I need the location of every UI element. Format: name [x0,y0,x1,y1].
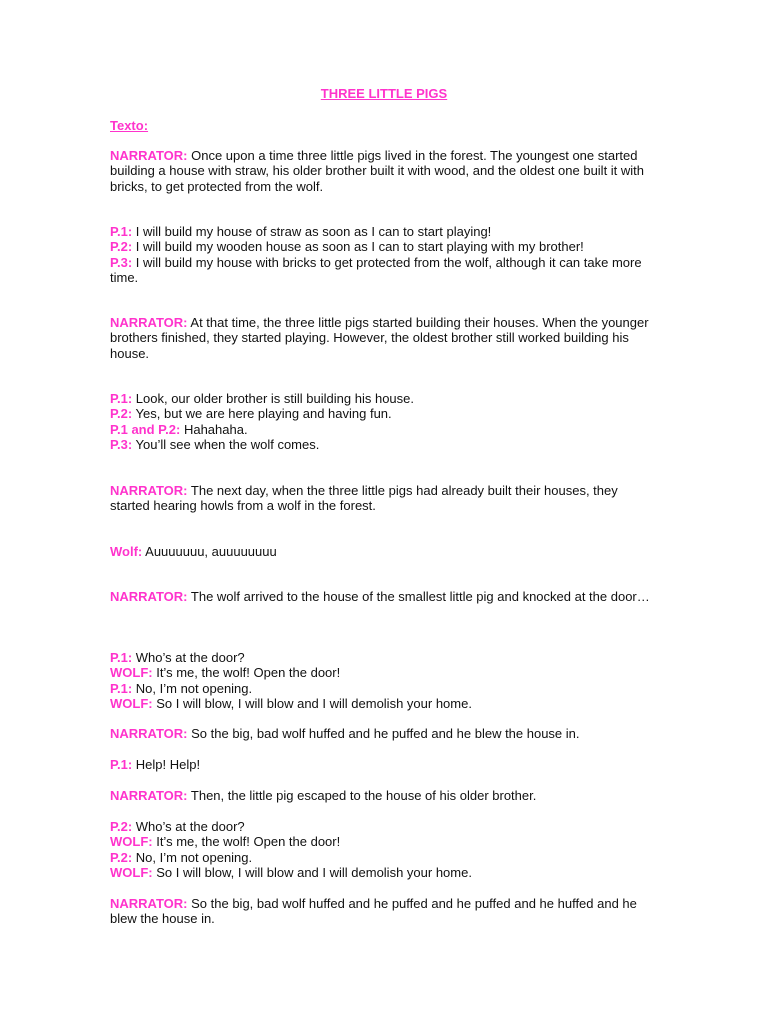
speaker-label: NARRATOR: [110,315,188,330]
line-text: No, I’m not opening. [132,680,253,696]
line-text: Help! Help! [132,757,201,772]
line-text: Who’s at the door? [132,650,245,665]
line-text: Then, the little pig escaped to the house of his older brother. [187,788,537,803]
dialogue-line [110,315,655,361]
speaker-label: P.2: [110,819,133,834]
speaker-label: WOLF: [110,834,153,850]
line-text: The next day, when the three little pigs had already built their houses, they started hearing howls from a wolf in the forest. [110,483,618,514]
paragraph [110,650,655,712]
speaker-label: WOLF: [110,696,153,712]
dialogue-line [110,224,655,239]
dialogue-line [110,896,655,927]
paragraph [110,788,655,803]
dialogue-line [110,544,655,559]
dialogue-line [110,589,655,604]
speaker-label: P.1: [110,650,133,665]
dialogue-line [110,788,655,803]
line-text: It’s me, the wolf! Open the door! [152,665,341,681]
speaker-label: NARRATOR: [110,896,188,911]
speaker-label: P.2: [110,239,133,255]
dialogue-line [110,483,655,514]
speaker-label: P.3: [110,254,133,270]
line-text: So I will blow, I will blow and I will demolish your home. [152,696,472,712]
dialogue-line [110,850,655,865]
line-text: I will build my wooden house as soon as I can to start playing with my brother! [132,239,584,255]
speaker-label: P.1 and P.2: [110,421,181,437]
line-text: I will build my house of straw as soon as I can to start playing! [132,224,492,239]
dialogue-line [110,148,655,194]
speaker-label: P.1: [110,224,133,239]
paragraph [110,896,655,927]
line-text: Hahahaha. [180,421,248,437]
section-label: Texto: [110,118,149,133]
dialogue-line [110,834,655,849]
dialogue-line [110,757,655,772]
speaker-label: NARRATOR: [110,148,188,163]
dialogue-line [110,422,655,437]
line-text: Once upon a time three little pigs lived in the forest. The youngest one started building a house with straw, his older brother built it with wood, and the oldest one built it with bricks, to get protected from the wolf. [110,148,645,194]
dialogue-line [110,650,655,665]
line-text: So the big, bad wolf huffed and he puffed and he blew the house in. [187,726,580,741]
line-text: You’ll see when the wolf comes. [132,437,320,453]
speaker-label: NARRATOR: [110,726,188,741]
speaker-label: P.2: [110,849,133,865]
line-text: Yes, but we are here playing and having fun. [132,406,392,422]
paragraph [110,544,655,559]
speaker-label: WOLF: [110,665,153,681]
line-text: I will build my house with bricks to get protected from the wolf, although it can take more time. [110,254,642,286]
paragraph [110,819,655,881]
paragraph [110,315,655,361]
speaker-label: NARRATOR: [110,589,188,604]
line-text: The wolf arrived to the house of the smallest little pig and knocked at the door… [187,589,650,604]
paragraph [110,726,655,741]
speaker-label: NARRATOR: [110,788,188,803]
dialogue-line [110,391,655,406]
paragraph [110,148,655,194]
dialogue-line [110,665,655,680]
dialogue-line [110,437,655,452]
speaker-label: P.2: [110,406,133,422]
speaker-label: Wolf: [110,544,143,559]
dialogue-line [110,819,655,834]
dialogue-line [110,681,655,696]
speaker-label: P.1: [110,680,133,696]
line-text: Look, our older brother is still building his house. [132,391,414,406]
line-text: So the big, bad wolf huffed and he puffed and he puffed and he huffed and he blew the house in. [110,896,637,927]
line-text: Auuuuuuu, auuuuuuuu [142,544,277,559]
dialogue-line [110,406,655,421]
document-title: THREE LITTLE PIGS [320,86,448,101]
paragraph [110,224,655,286]
line-text: Who’s at the door? [132,819,245,834]
line-text: So I will blow, I will blow and I will demolish your home. [152,865,472,881]
line-text: It’s me, the wolf! Open the door! [152,834,341,850]
paragraph [110,391,655,453]
speaker-label: P.1: [110,757,133,772]
speaker-label: P.1: [110,391,133,406]
dialogue-line [110,865,655,880]
dialogue-line [110,255,655,286]
speaker-label: NARRATOR: [110,483,188,498]
dialogue-line [110,726,655,741]
speaker-label: WOLF: [110,865,153,881]
speaker-label: P.3: [110,437,133,453]
dialogue-line [110,239,655,254]
paragraph [110,483,655,514]
line-text: No, I’m not opening. [132,849,253,865]
paragraph [110,589,655,604]
dialogue-line [110,696,655,711]
line-text: At that time, the three little pigs started building their houses. When the younger brothers finished, they started playing. However, the oldest brother still worked building his house. [110,315,649,361]
paragraph [110,757,655,772]
